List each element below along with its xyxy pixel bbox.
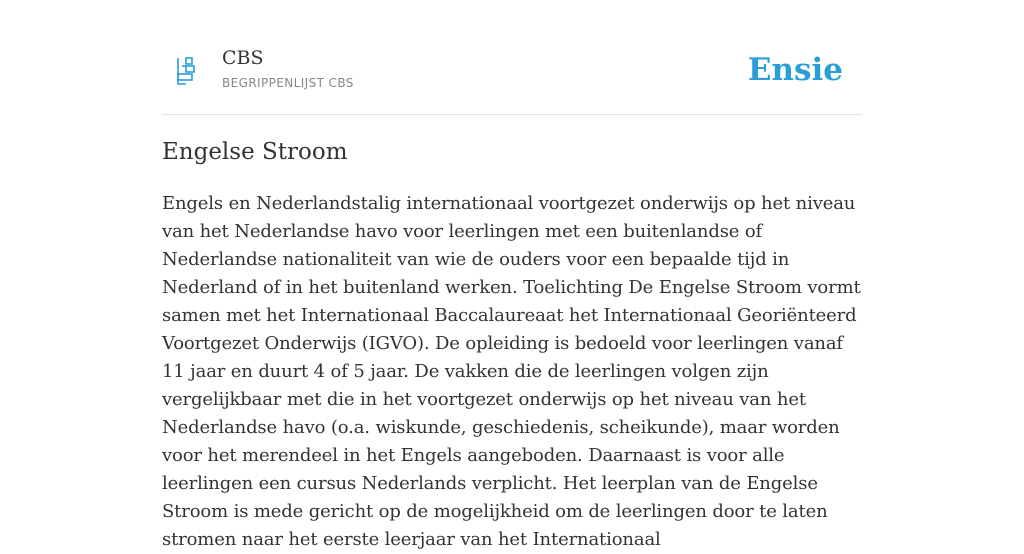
glossary-subtitle: BEGRIPPENLIJST CBS — [222, 76, 354, 90]
term-definition: Engels en Nederlandstalig internationaal voortgezet onderwijs op het niveau van het Nederlandse havo voor leerlingen met een buitenlandse of Nederlandse nationaliteit van wie de ouders voor een bepaalde tijd in Nederland of in het buitenland werken. Toelichting De Engelse Stroom vormt samen met het Internationaal Baccalaureaat het Internationaal Georiënteerd Voortgezet Onderwijs (IGVO). De opleiding is bedoeld voor leerlingen vanaf 11 jaar en duurt 4 of 5 jaar. De vakken die de leerlingen volgen zijn vergelijkbaar met die in het voortgezet onderwijs op het niveau van het Nederlandse havo (o.a. wiskunde, geschiedenis, scheikunde), maar worden voor het merendeel in het Engels aangeboden. Daarnaast is voor alle leerlingen een cursus Nederlands verplicht. Het leerplan van de Engelse Stroom is mede gericht op de mogelijkheid om de leerlingen door te laten stromen naar het eerste leerjaar van het Internationaal — [162, 193, 861, 550]
page-title: Engelse Stroom — [162, 139, 348, 165]
ensie-logo[interactable]: Ensie — [747, 52, 843, 88]
cbs-logo-icon[interactable] — [174, 56, 198, 86]
header — [162, 0, 862, 115]
organization-name[interactable]: CBS — [222, 47, 264, 69]
